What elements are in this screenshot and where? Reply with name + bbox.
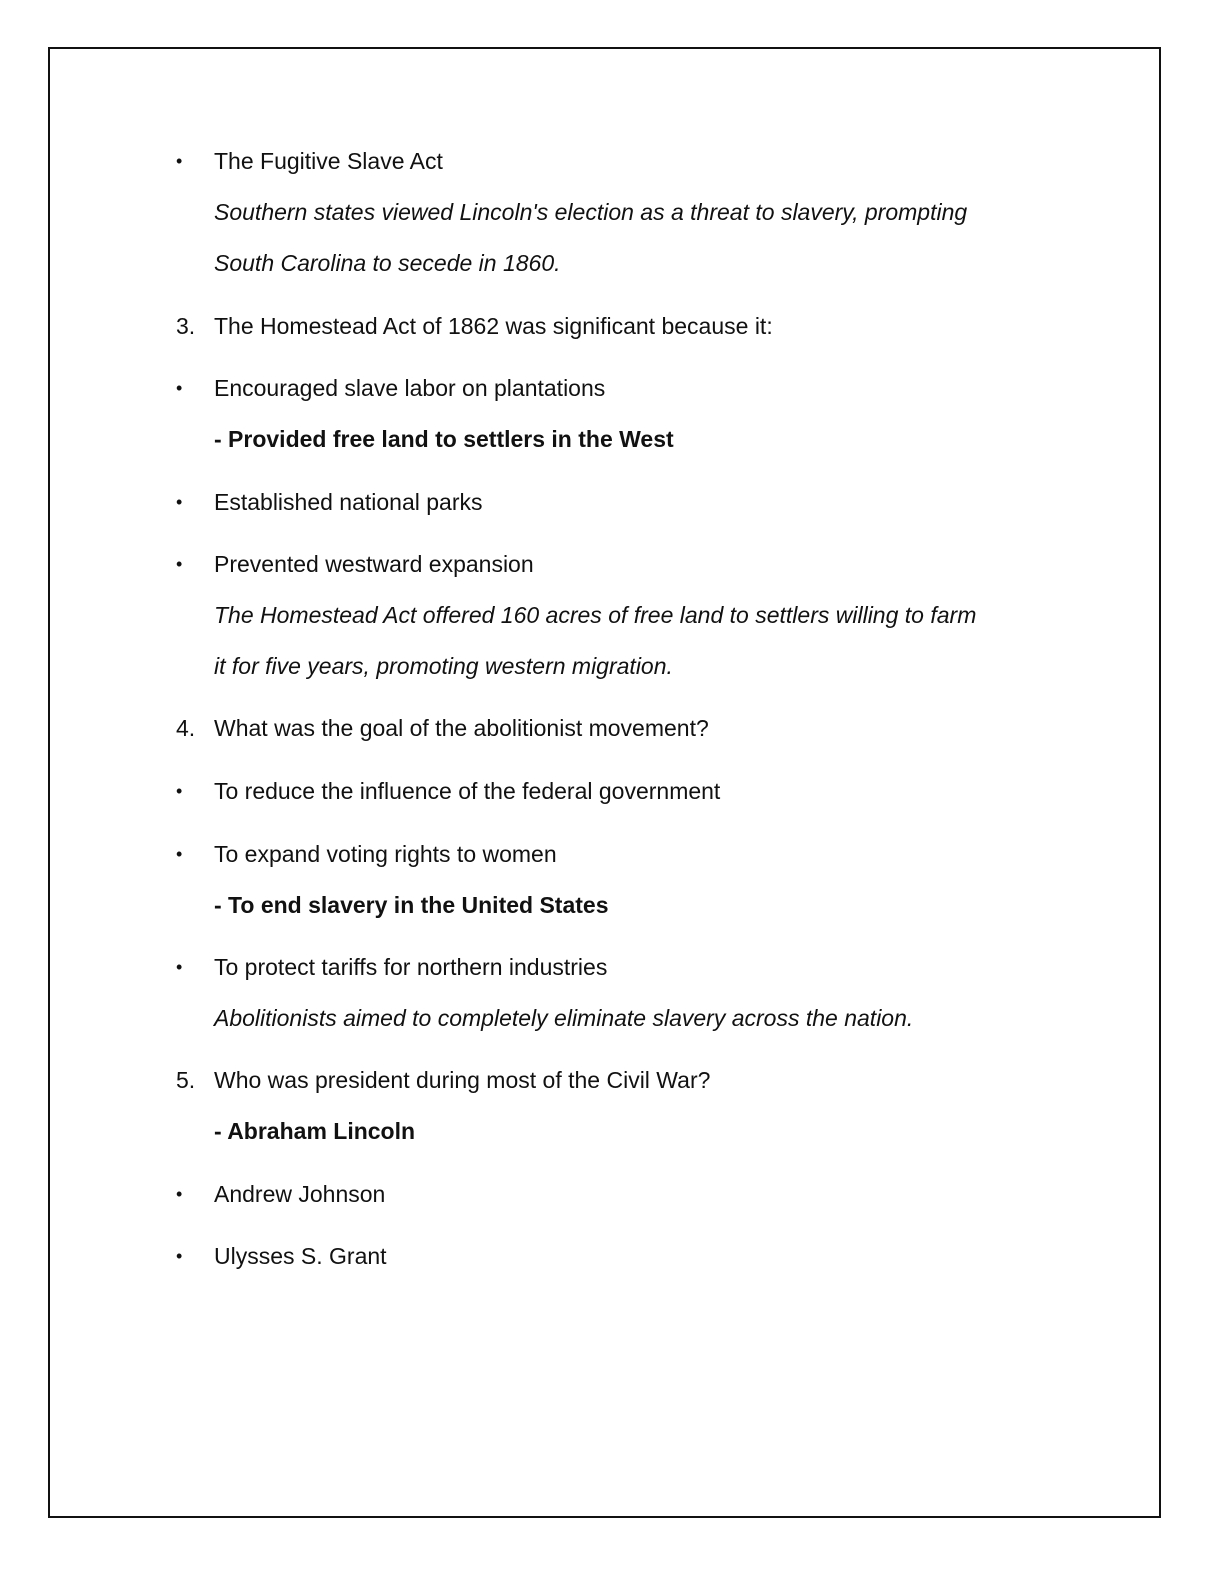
explanation-line-2: South Carolina to secede in 1860. [214, 250, 561, 276]
option-reduce-federal-influence: To reduce the influence of the federal government [214, 778, 721, 804]
option-protect-tariffs: To protect tariffs for northern industries [214, 954, 608, 980]
option-voting-rights-women: To expand voting rights to women [214, 841, 557, 867]
bullet-marker: • [176, 378, 183, 398]
option-prevented-expansion: Prevented westward expansion [214, 551, 534, 577]
question-number-5: 5. [176, 1067, 196, 1093]
option-andrew-johnson: Andrew Johnson [214, 1181, 386, 1207]
question-5-text: Who was president during most of the Civil War? [214, 1067, 711, 1093]
correct-answer-lincoln: - Abraham Lincoln [214, 1118, 416, 1144]
option-national-parks: Established national parks [214, 489, 483, 515]
bullet-marker: • [176, 554, 183, 574]
explanation-line-2: it for five years, promoting western migration. [214, 653, 673, 679]
explanation-line-1: The Homestead Act offered 160 acres of free land to settlers willing to farm [214, 602, 977, 628]
correct-answer-end-slavery: - To end slavery in the United States [214, 892, 609, 918]
bullet-marker: • [176, 781, 183, 801]
bullet-marker: • [176, 844, 183, 864]
explanation-line-1: Abolitionists aimed to completely eliminate slavery across the nation. [214, 1005, 914, 1031]
option-ulysses-grant: Ulysses S. Grant [214, 1243, 387, 1269]
option-fugitive-slave-act: The Fugitive Slave Act [214, 148, 443, 174]
option-slave-labor: Encouraged slave labor on plantations [214, 375, 606, 401]
bullet-marker: • [176, 492, 183, 512]
explanation-line-1: Southern states viewed Lincoln's election as a threat to slavery, prompting [214, 199, 968, 225]
question-3-text: The Homestead Act of 1862 was significant because it: [214, 313, 773, 339]
bullet-marker: • [176, 1184, 183, 1204]
bullet-marker: • [176, 1246, 183, 1266]
correct-answer-free-land: - Provided free land to settlers in the West [214, 426, 674, 452]
question-number-4: 4. [176, 715, 196, 741]
question-4-text: What was the goal of the abolitionist movement? [214, 715, 709, 741]
bullet-marker: • [176, 957, 183, 977]
bullet-marker: • [176, 151, 183, 171]
question-number-3: 3. [176, 313, 196, 339]
